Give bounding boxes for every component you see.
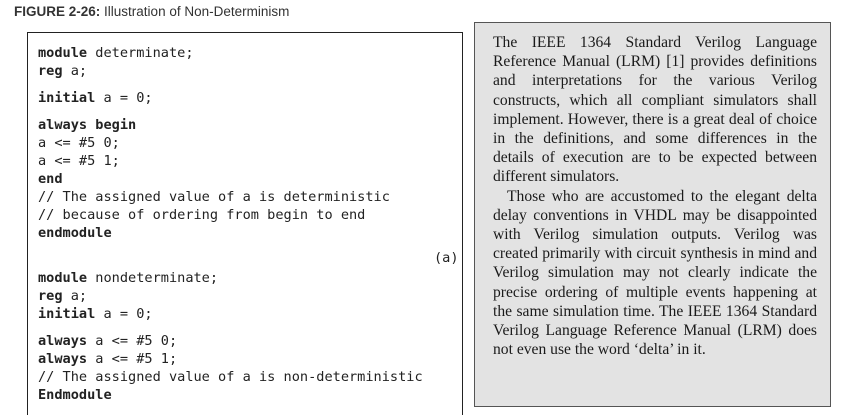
verilog-code: [38, 44, 423, 404]
code-spacer: [38, 323, 423, 332]
code-keyword: module: [38, 45, 88, 61]
code-text: a <= #5 0;: [87, 333, 178, 349]
figure-caption: [14, 4, 289, 19]
code-keyword: end: [38, 171, 63, 187]
code-text: a = 0;: [95, 90, 153, 106]
code-line: [38, 62, 423, 80]
code-text: a = 0;: [95, 306, 153, 322]
code-spacer: [38, 80, 423, 89]
code-keyword: reg: [38, 63, 63, 79]
code-line: [38, 332, 423, 350]
code-keyword: always: [38, 333, 88, 349]
code-line: [38, 170, 423, 188]
sidebar-note: [474, 22, 831, 407]
code-spacer: [38, 107, 423, 116]
part-label: (a): [434, 250, 459, 266]
code-keyword: endmodule: [38, 225, 112, 241]
code-line: [38, 89, 423, 107]
code-line: [38, 134, 423, 152]
code-line: [38, 152, 423, 170]
code-line: [38, 287, 423, 305]
code-keyword: always: [38, 351, 88, 367]
code-text: a <= #5 1;: [38, 153, 120, 169]
figure-label: FIGURE 2-26:: [14, 4, 101, 19]
code-line: [38, 386, 423, 404]
code-line: [38, 206, 423, 224]
code-keyword: reg: [38, 288, 63, 304]
figure-title: Illustration of Non-Determinism: [104, 4, 290, 19]
code-line: [38, 368, 423, 386]
code-text: a;: [62, 63, 88, 79]
code-keyword: initial: [38, 90, 96, 106]
code-line: [38, 269, 423, 287]
code-line: [38, 305, 423, 323]
code-keyword: module: [38, 270, 88, 286]
code-text: // because of ordering from begin to end: [38, 207, 366, 223]
code-text: nondeterminate;: [87, 270, 219, 286]
code-keyword: initial: [38, 306, 96, 322]
code-keyword: always begin: [38, 117, 137, 133]
code-line: [38, 188, 423, 206]
code-spacer: [38, 242, 423, 251]
code-listing-box: [27, 32, 463, 415]
code-line: [38, 116, 423, 134]
code-line: [38, 251, 423, 269]
code-text: // The assigned value of a is deterministic: [38, 189, 390, 205]
code-line: [38, 350, 423, 368]
code-keyword: Endmodule: [38, 387, 112, 403]
sidebar-paragraph-2: Those who are accustomed to the elegant delta delay conventions in VHDL may be disappointed with Verilog simulation outputs. Verilog was created primarily with circuit synthesis in mind and Verilog simulation may not clearly indicate the precise ordering of multiple events happening at the same simulation time. The IEEE 1364 Standard Verilog Language Reference Manual (LRM) does not even use the word ‘delta’ in it.: [493, 187, 817, 359]
code-text: a <= #5 1;: [87, 351, 178, 367]
code-text: // The assigned value of a is non-deterministic: [38, 369, 423, 385]
code-text: a <= #5 0;: [38, 135, 120, 151]
code-line: [38, 44, 423, 62]
code-text: a;: [62, 288, 88, 304]
code-line: [38, 224, 423, 242]
sidebar-paragraph-1: The IEEE 1364 Standard Verilog Language Reference Manual (LRM) [1] provides definitions and interpretations for the various Verilog constructs, which all compliant simulators shall implement. However, there is a great deal of choice in the definitions, and some differences in the details of execution are to be expected between different simulators.: [493, 34, 817, 186]
code-text: determinate;: [87, 45, 194, 61]
